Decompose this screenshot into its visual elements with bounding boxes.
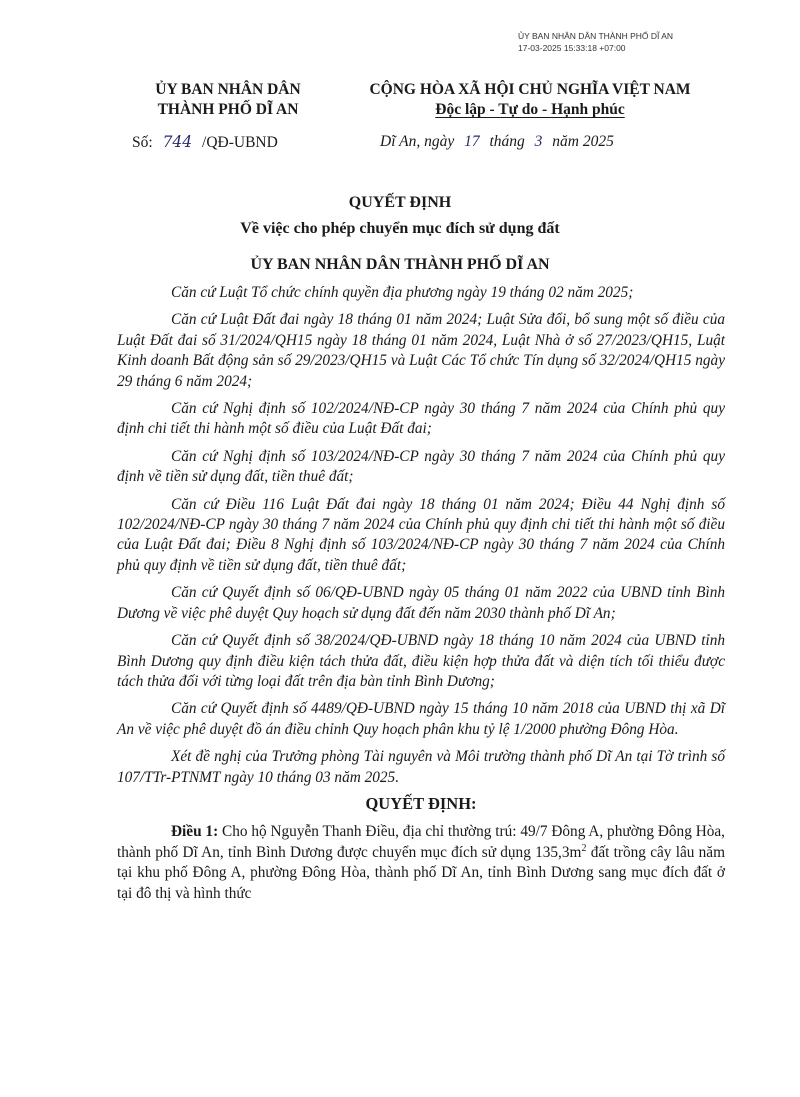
handwritten-month: 3 — [534, 133, 543, 150]
basis-paragraph: Căn cứ Quyết định số 4489/QĐ-UBND ngày 15 tháng 10 năm 2018 của UBND thị xã Dĩ An về việc phê duyệt đồ án điều chỉnh Quy hoạch phân khu tỷ lệ 1/2000 phường Đông Hòa. — [117, 700, 725, 738]
org-line-1: ỦY BAN NHÂN DÂN — [155, 81, 301, 98]
article-1-label: Điều 1: — [171, 823, 219, 841]
basis-paragraph: Căn cứ Quyết định số 38/2024/QĐ-UBND ngày 18 tháng 10 năm 2024 của UBND tỉnh Bình Dương quy định điều kiện tách thửa đất, điều kiện hợp thửa đất và diện tích tối thiểu được tách thửa đối với từng loại đất trên địa bàn tỉnh Bình Dương; — [117, 632, 725, 690]
document-number — [132, 133, 278, 152]
date-year: năm 2025 — [552, 133, 614, 150]
month-label: tháng — [489, 133, 525, 150]
document-subject: Về việc cho phép chuyển mục đích sử dụng đất — [240, 220, 560, 237]
basis-paragraph: Căn cứ Nghị định số 103/2024/NĐ-CP ngày 30 tháng 7 năm 2024 của Chính phủ quy định về tiền sử dụng đất, tiền thuê đất; — [117, 447, 725, 486]
issuing-body: ỦY BAN NHÂN DÂN THÀNH PHỐ DĨ AN — [250, 256, 550, 273]
basis-paragraph: Căn cứ Luật Đất đai ngày 18 tháng 01 năm 2024; Luật Sửa đổi, bổ sung một số điều của Luật Đất đai số 31/2024/QH15 ngày 18 tháng 01 năm 2024, Luật Nhà ở số 27/2023/QH15, Luật Kinh doanh Bất động sản số 29/2023/QH15 và Luật Các Tổ chức Tín dụng số 32/2024/QH15 ngày 29 tháng 6 năm 2024; — [117, 311, 725, 390]
stamp-org: ỦY BAN NHÂN DÂN THÀNH PHỐ DĨ AN — [518, 31, 674, 41]
document-type: QUYẾT ĐỊNH — [348, 194, 452, 211]
decision-heading: QUYẾT ĐỊNH: — [365, 793, 477, 813]
basis-paragraph: Căn cứ Luật Tổ chức chính quyền địa phương ngày 19 tháng 02 năm 2025; — [171, 284, 634, 301]
national-motto: Độc lập - Tự do - Hạnh phúc — [435, 101, 625, 118]
digital-signature-stamp — [518, 30, 758, 54]
document-body — [117, 283, 725, 911]
handwritten-day: 17 — [464, 133, 480, 150]
stamp-timestamp: 17-03-2025 15:33:18 +07:00 — [518, 43, 626, 53]
proposal-paragraph: Xét đề nghị của Trưởng phòng Tài nguyên và Môi trường thành phố Dĩ An tại Tờ trình số 107/TTr-PTNMT ngày 10 tháng 03 năm 2025. — [117, 748, 725, 786]
article-1 — [117, 822, 725, 904]
basis-paragraph: Căn cứ Nghị định số 102/2024/NĐ-CP ngày 30 tháng 7 năm 2024 của Chính phủ quy định chi tiết thi hành một số điều của Luật Đất đai; — [117, 400, 725, 438]
number-suffix: /QĐ-UBND — [202, 134, 278, 151]
issuing-authority — [128, 80, 328, 120]
handwritten-number: 744 — [162, 133, 193, 151]
date-prefix: Dĩ An, ngày — [380, 133, 455, 150]
basis-paragraph: Căn cứ Quyết định số 06/QĐ-UBND ngày 05 tháng 01 năm 2022 của UBND tỉnh Bình Dương về việc phê duyệt Quy hoạch sử dụng đất đến năm 2030 thành phố Dĩ An; — [117, 584, 725, 622]
nation-name: CỘNG HÒA XÃ HỘI CHỦ NGHĨA VIỆT NAM — [369, 81, 691, 98]
document-date — [380, 133, 614, 151]
area-unit-superscript: 2 — [581, 842, 587, 854]
article-1-text-a: Cho hộ Nguyễn Thanh Điều, địa chỉ thường trú: 49/7 Đông A, phường Đông Hòa, thành phố Dĩ An, tỉnh Bình Dương được chuyển mục đích sử dụng 135,3m — [117, 823, 725, 861]
basis-paragraph: Căn cứ Điều 116 Luật Đất đai ngày 18 tháng 01 năm 2024; Điều 44 Nghị định số 102/2024/NĐ-CP ngày 30 tháng 7 năm 2024 của Chính phủ quy định chi tiết thi hành một số điều của Luật Đất đai; Điều 8 Nghị định số 103/2024/NĐ-CP ngày 30 tháng 7 năm 2024 của Chính phủ quy định về tiền sử dụng đất, tiền thuê đất; — [117, 495, 725, 574]
article-1-text-b: đất trồng cây lâu năm tại khu phố Đông A, phường Đông Hòa, thành phố Dĩ An, tỉnh Bình Dương sang mục đích đất ở tại đô thị và hình thức — [117, 843, 725, 902]
org-line-2: THÀNH PHỐ DĨ AN — [157, 101, 299, 118]
national-header — [330, 80, 730, 120]
number-label: Số: — [132, 134, 153, 151]
